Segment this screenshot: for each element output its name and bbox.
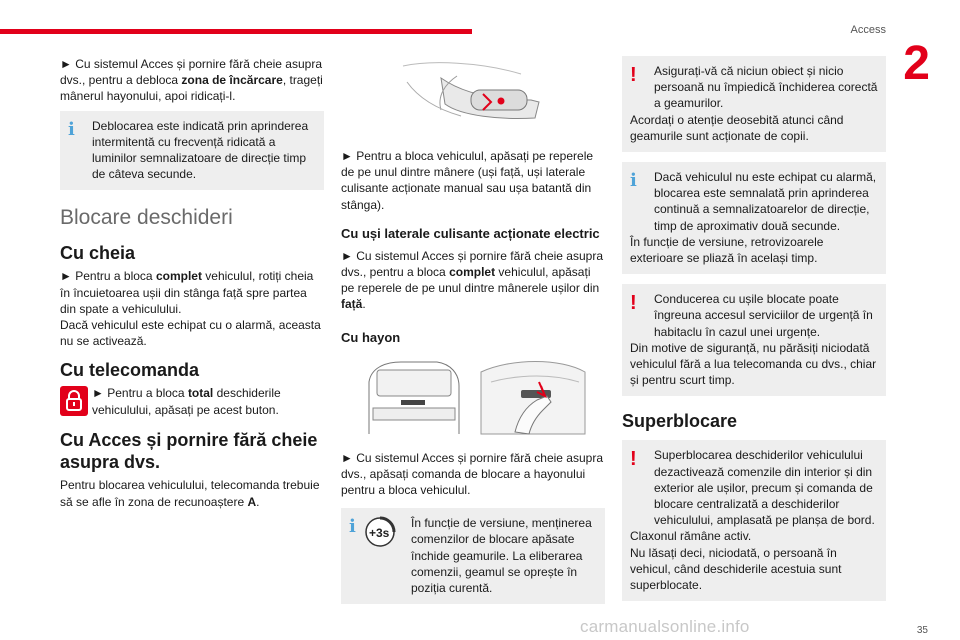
tailgate-paragraph: ► Cu sistemul Acces și pornire fără cheie asupra dvs., apăsați comanda de blocare a hayonului pentru a bloca vehiculul. [341, 450, 603, 498]
watermark: carmanualsonline.info [580, 617, 750, 636]
warning-box-locked-doors: ! Conducerea cu ușile blocate poate îngreuna accesul serviciilor de urgență în habitaclu în cazul unei urgențe. Din motive de siguranță, nu părăsiți niciodată vehiculul fără a lua telecomanda cu dvs., chiar și pentru scurt timp. [622, 284, 886, 396]
unlock-boot-paragraph: ► Cu sistemul Acces și pornire fără cheie asupra dvs., pentru a debloca zona de încărcare, trageți mânerul hayonului, apoi ridicați-l. [60, 57, 323, 104]
heading-remote: Cu telecomanda [60, 360, 200, 381]
handle-lock-paragraph: ► Pentru a bloca vehiculul, apăsați pe reperele de pe unul dintre mânere (uși față, uși laterale culisante acționate manual sau ușa batantă din stânga). [341, 149, 594, 212]
clock-icon [363, 515, 397, 549]
heading-with-key: Cu cheia [60, 243, 136, 264]
warning-icon: ! [630, 292, 637, 315]
column-1 [60, 56, 324, 510]
info-icon: i [630, 170, 637, 192]
heading-tailgate: Cu hayon [341, 329, 401, 345]
page-number: 35 [916, 625, 928, 636]
info-box-windows: i +3s În funcție de versiune, menținerea comenzilor de blocare apăsate închide geamurile. La eliberarea comenzii, geamul se oprește în poziția curentă. [341, 508, 605, 604]
info-icon: i [68, 118, 75, 140]
sliding-doors-paragraph: ► Cu sistemul Acces și pornire fără cheie asupra dvs., pentru a bloca complet vehiculul, apăsați pe reperele de pe unul dintre mânerele ușilor din față. [341, 248, 603, 312]
section-title: Blocare deschideri [60, 206, 233, 230]
warning-box-windows: ! Asigurați-vă că niciun obiect și nicio persoană nu împiedică închiderea corectă a geamurilor. Acordați o atenție deosebită atunci când geamurile sunt acționate de copii. [622, 56, 886, 152]
info-box-unlocking: i Deblocarea este indicată prin aprinderea intermitentă cu frecvență ridicată a luminilor semnalizatoare de direcție timp de câteva secunde. [60, 111, 324, 191]
info-icon: i [349, 516, 356, 538]
warning-icon: ! [630, 64, 637, 86]
key-alarm-paragraph: Dacă vehiculul este echipat cu o alarmă, aceasta nu se activează. [60, 318, 321, 349]
heading-electric-sliding-doors: Cu uși laterale culisante acționate electric [341, 225, 600, 241]
key-paragraph: ► Pentru a bloca complet vehiculul, rotiți cheia în încuietoarea ușii din stânga față spre partea din spate a vehiculului. [60, 269, 314, 316]
column-2 [341, 56, 605, 614]
door-handle-illustration [341, 56, 605, 142]
info-box-no-alarm: i Dacă vehiculul nu este echipat cu alarmă, blocarea este semnalată prin aprinderea continuă a semnalizatoarelor de direcție, timp de aproximativ două secunde. În funcție de versiune, retrovizoarele exterioare se pliază în același timp. [622, 162, 886, 274]
warning-box-superlocking: ! Superblocarea deschiderilor vehiculului dezactivează comenzile din interior și din exterior ale ușilor, precum și comanda de blocare centralizată a deschiderilor vehiculului, amplasată pe planșa de bord. Claxonul rămâne activ. Nu lăsați deci, niciodată, o persoană în vehicul, când deschiderile acestuia sunt superblocate. [622, 440, 886, 601]
remote-lock-row: ► Pentru a bloca total deschiderile vehiculului, apăsați pe acest buton. [60, 385, 324, 419]
column-3 [622, 56, 886, 611]
header-title: Access [850, 24, 886, 36]
heading-keyless: Cu Acces și pornire fără cheie asupra dvs. [60, 430, 318, 473]
warning-icon: ! [630, 448, 637, 471]
chapter-number: 2 [903, 37, 930, 90]
lock-icon [60, 386, 88, 416]
tailgate-illustration [341, 352, 605, 438]
heading-superlocking: Superblocare [622, 411, 738, 432]
keyless-paragraph: Pentru blocarea vehiculului, telecomanda trebuie să se afle în zona de recunoaștere A. [60, 478, 320, 509]
clock-label: +3s [369, 526, 390, 541]
header-accent-bar [0, 29, 472, 34]
